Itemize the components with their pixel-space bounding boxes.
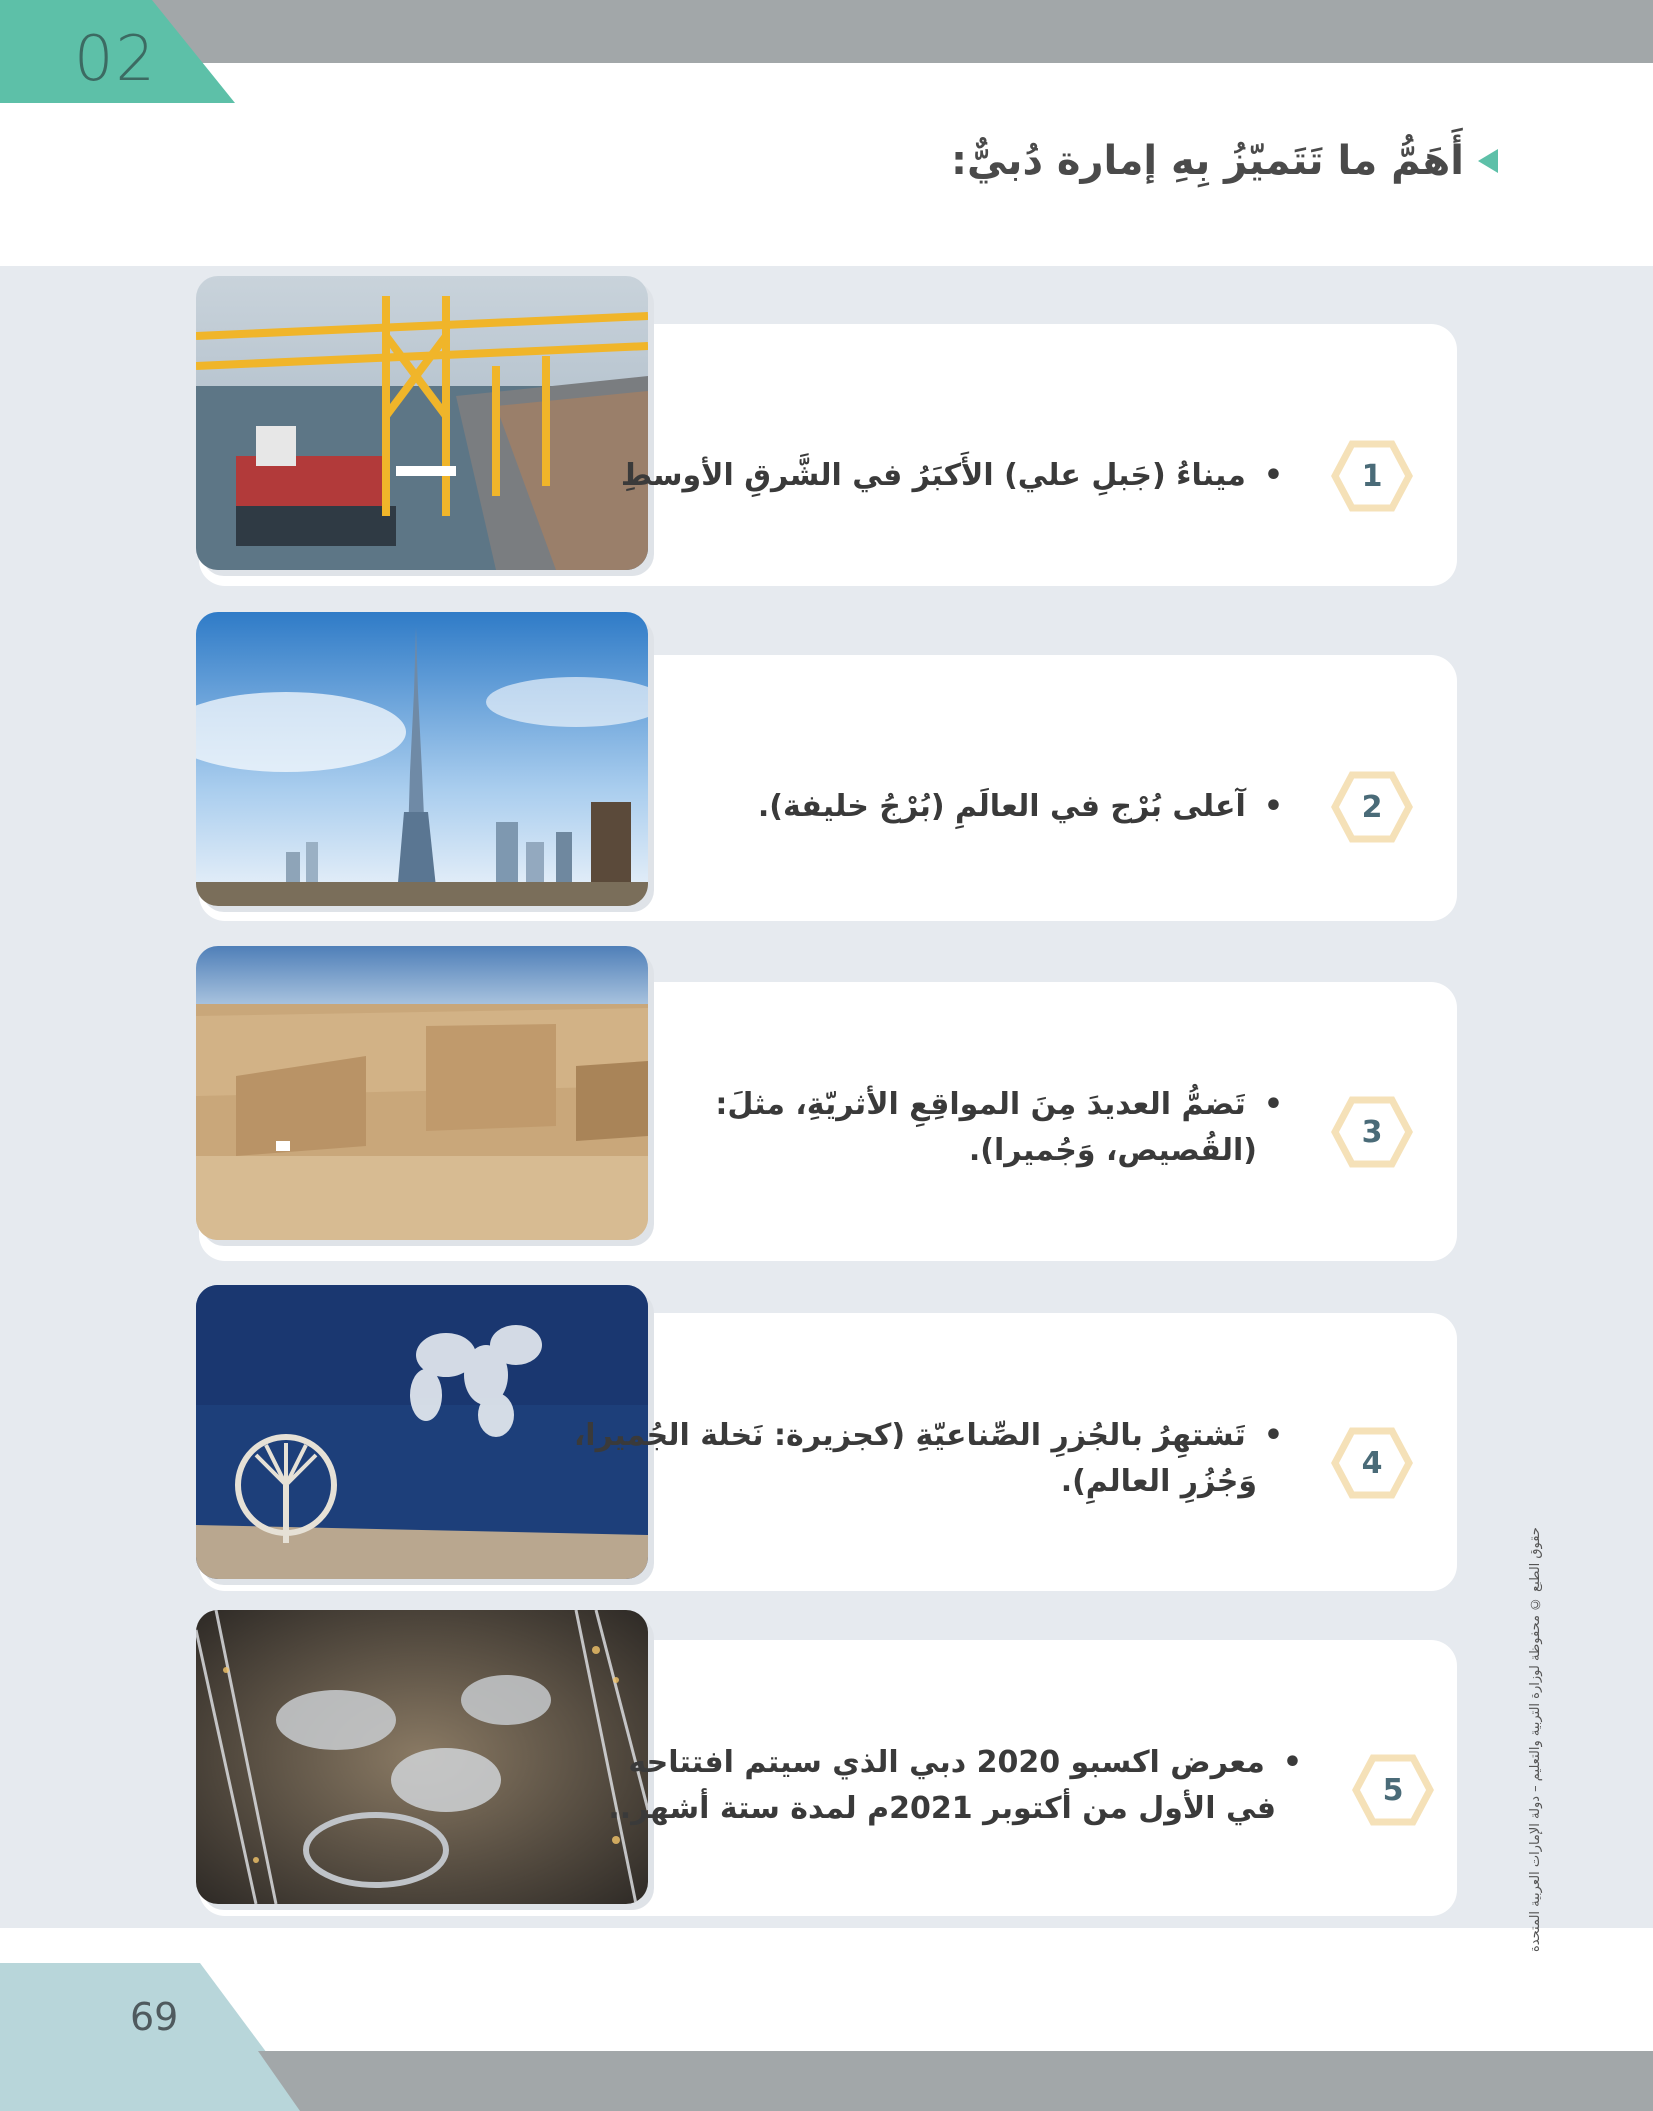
number-badge-2: 2 (1331, 771, 1413, 843)
section-heading-text: أَهَمُّ ما تَتَميّزُ بِهِ إمارة دُبيٌّ: (950, 138, 1464, 184)
page-number: 69 (130, 1995, 179, 2039)
item-text-4: •تَشتهِرُ بالجُزرِ الصِّناعيّةِ (كجزيرة: نَخلة الجُميرا، وَجُزُرِ العالمِ). (573, 1418, 1283, 1499)
unit-number: 02 (74, 22, 157, 95)
number-badge-1: 1 (1331, 440, 1413, 512)
item-text-1: •ميناءُ (جَبلِ علي) الأَكبَرُ في الشَّرقِ الأوسطِ (620, 458, 1283, 493)
number-badge-4: 4 (1331, 1427, 1413, 1499)
triangle-marker-icon (1478, 149, 1498, 173)
top-bar (0, 0, 1653, 63)
item-text-5: •معرض اكسبو 2020 دبي الذي سيتم افتتاحه في الأول من أكتوبر 2021م لمدة ستة أشهر.. (608, 1745, 1302, 1826)
burj-khalifa-photo (196, 612, 648, 906)
port-cranes-photo (196, 276, 648, 570)
item-text-3: •تَضمُّ العديدَ مِنَ المواقِعِ الأثريّةِ، مثلَ: (القُصيص، وَجُميرا). (715, 1087, 1283, 1168)
number-badge-5: 5 (1352, 1754, 1434, 1826)
item-text-2: •آعلى بُرْج في العالَمِ (بُرْجُ خليفة). (757, 789, 1283, 824)
copyright-notice: حقوق الطبع © محفوظة لوزارة التربية والتعليم – دولة الإمارات العربية المتحدة (1528, 1527, 1543, 1953)
section-heading (951, 138, 1498, 184)
number-badge-3: 3 (1331, 1096, 1413, 1168)
expo-pavilion-photo (196, 1610, 648, 1904)
